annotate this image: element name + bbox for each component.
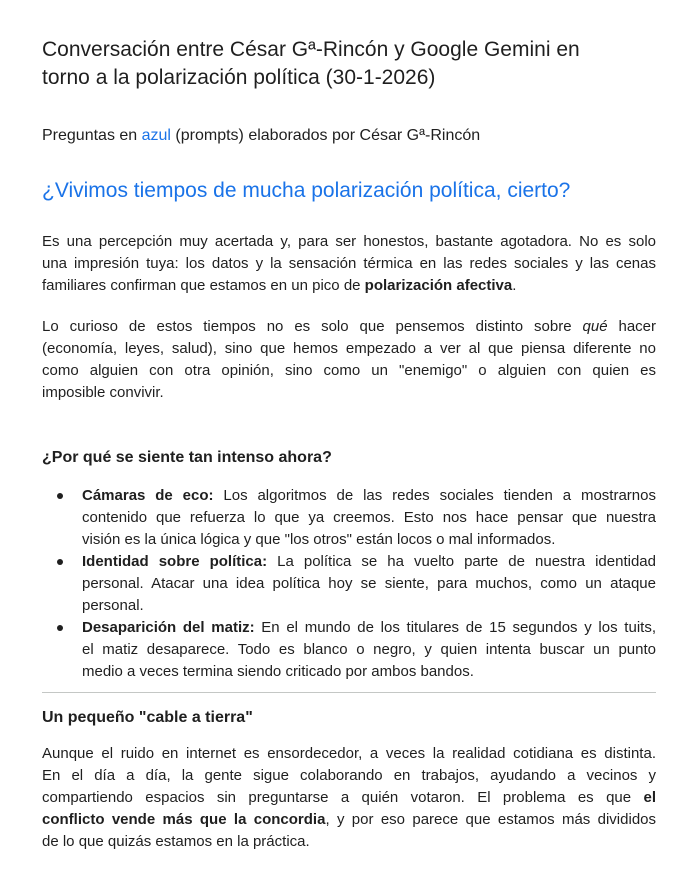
title-line: Conversación entre César Gª-Rincón y Google Gemini en <box>42 38 580 61</box>
bullet-label: Desaparición del matiz: <box>82 619 255 636</box>
section-heading-ground: Un pequeño "cable a tierra" <box>42 709 253 726</box>
intro-paragraph <box>42 231 656 297</box>
bullet-line: personal. <box>82 597 144 614</box>
bullet-list <box>42 485 656 683</box>
text-run: familiares confirman que estamos en un pico de <box>42 277 365 294</box>
bold-text: polarización afectiva <box>364 277 513 294</box>
bullet-line <box>82 617 656 639</box>
bold-text: el <box>643 789 656 806</box>
title-line: torno a la polarización política (30-1-2026) <box>42 66 436 89</box>
bullet-label: Identidad sobre política: <box>82 553 268 570</box>
subtitle-text: Preguntas en <box>42 127 142 144</box>
text-run: La política se ha vuelto parte de nuestra identidad <box>267 553 656 570</box>
curious-paragraph <box>42 316 656 404</box>
document-title <box>42 36 662 92</box>
paragraph-line: Es una percepción muy acertada y, para ser honestos, bastante agotadora. No es solo <box>42 233 656 250</box>
paragraph-line: Aunque el ruido en internet es ensordecedor, a veces la realidad cotidiana es distinta. <box>42 745 656 762</box>
bullet-line: medio a veces termina siendo criticado por ambos bandos. <box>82 663 474 680</box>
section-heading-why: ¿Por qué se siente tan intenso ahora? <box>42 449 332 466</box>
document-subtitle <box>42 125 480 147</box>
text-run: Los algoritmos de las redes sociales tienden a mostrarnos <box>213 487 656 504</box>
paragraph-line <box>42 787 656 809</box>
bullet-line: contenido que refuerza lo que ya creemos. Esto nos hace pensar que nuestra <box>82 509 656 526</box>
text-run: En el mundo de los titulares de 15 segundos y los tuits, <box>254 619 656 636</box>
paragraph-line <box>42 275 656 297</box>
bullet-dot-icon <box>57 625 63 631</box>
user-prompt: ¿Vivimos tiempos de mucha polarización política, cierto? <box>42 179 571 202</box>
subtitle-text: (prompts) elaborados por César Gª-Rincón <box>170 127 481 144</box>
ground-paragraph <box>42 743 656 853</box>
subtitle-highlight: azul <box>141 127 171 144</box>
paragraph-line: de lo que quizás estamos en la práctica. <box>42 833 310 850</box>
bullet-label: Cámaras de eco: <box>82 487 214 504</box>
bullet-line: visión es la única lógica y que "los otros" están locos o mal informados. <box>82 531 556 548</box>
italic-text: qué <box>582 318 608 335</box>
text-run: compartiendo espacios sin preguntarse a quién votaron. El problema es que <box>42 789 644 806</box>
bullet-item <box>42 551 656 617</box>
text-run: hacer <box>607 318 656 335</box>
paragraph-line: (economía, leyes, salud), sino que hemos empezado a ver al que piensa diferente no <box>42 340 656 357</box>
bullet-dot-icon <box>57 493 63 499</box>
bullet-line <box>82 551 656 573</box>
bold-text: conflicto vende más que la concordia <box>42 811 326 828</box>
paragraph-line: como alguien con otra opinión, sino como un "enemigo" o alguien con quien es <box>42 362 656 379</box>
bullet-line: personal. Atacar una idea política hoy se siente, para muchos, como un ataque <box>82 575 656 592</box>
paragraph-line <box>42 316 656 338</box>
paragraph-line: En el día a día, la gente sigue colaborando en trabajos, ayudando a vecinos y <box>42 767 656 784</box>
paragraph-line <box>42 809 656 831</box>
text-run: Lo curioso de estos tiempos no es solo que pensemos distinto sobre <box>42 318 583 335</box>
text-run: , y por eso parece que estamos más divididos <box>325 811 657 828</box>
bullet-line: el matiz desaparece. Todo es blanco o negro, y quien intenta buscar un punto <box>82 641 656 658</box>
text-run: . <box>512 277 517 294</box>
horizontal-divider <box>42 692 656 693</box>
paragraph-line: imposible convivir. <box>42 384 164 401</box>
paragraph-line: una impresión tuya: los datos y la sensación térmica en las redes sociales y las cenas <box>42 255 656 272</box>
bullet-item <box>42 617 656 683</box>
bullet-item <box>42 485 656 551</box>
bullet-dot-icon <box>57 559 63 565</box>
bullet-line <box>82 485 656 507</box>
